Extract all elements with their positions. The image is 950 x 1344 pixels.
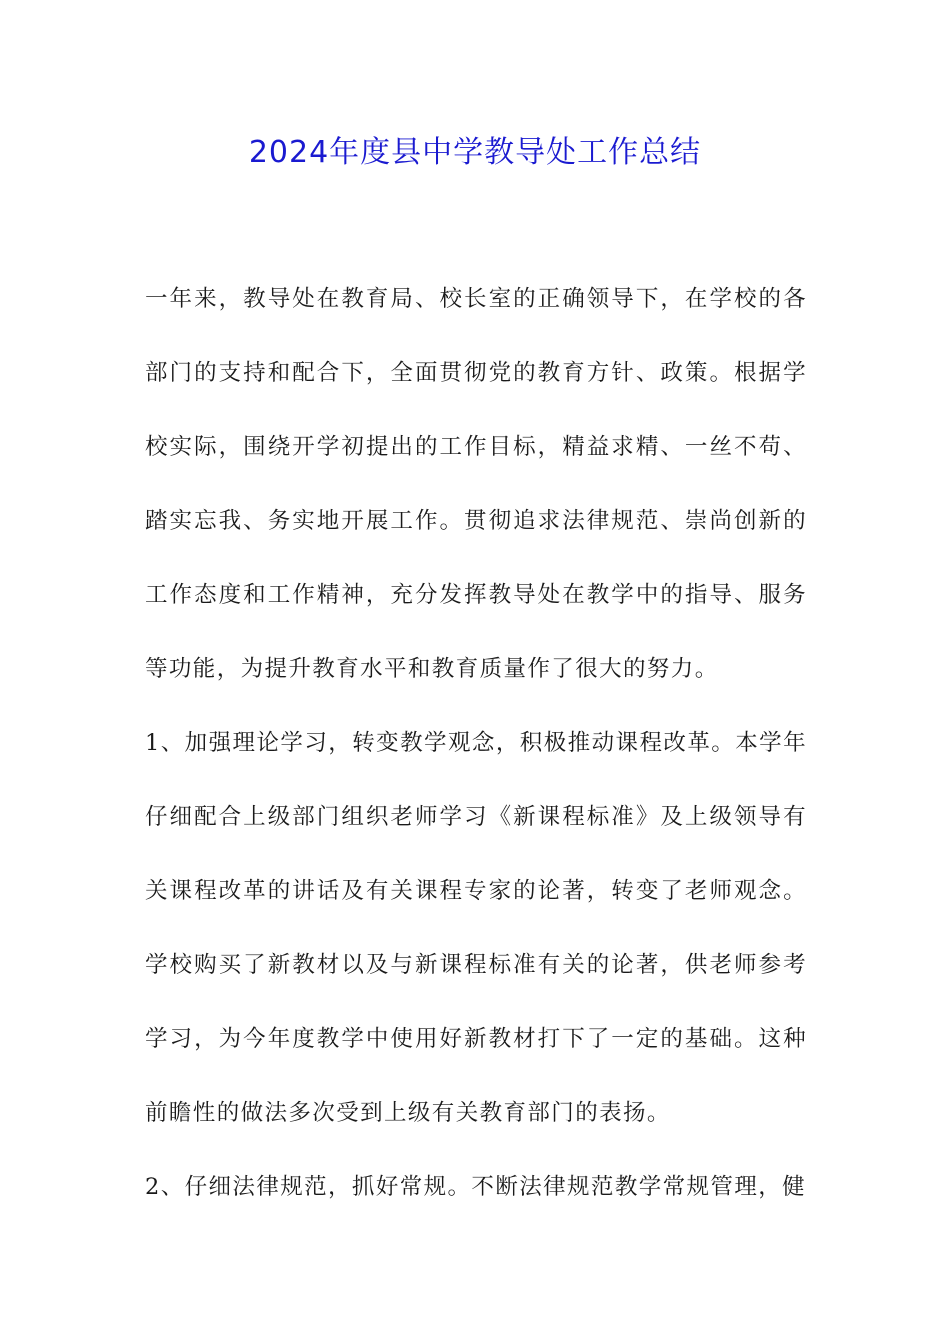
document-body	[145, 262, 807, 1224]
paragraph-item-2: 2、仔细法律规范，抓好常规。不断法律规范教学常规管理，健	[145, 1174, 807, 1200]
paragraph-item-1: 1、加强理论学习，转变教学观念，积极推动课程改革。本学年仔细配合上级部门组织老师学习《新课程标准》及上级领导有关课程改革的讲话及有关课程专家的论著，转变了老师观念。学校购买了新教材以及与新课程标准有关的论著，供老师参考学习，为今年度教学中使用好新教材打下了一定的基础。这种前瞻性的做法多次受到上级有关教育部门的表扬。	[145, 730, 807, 1126]
document-title: 2024年度县中学教导处工作总结	[248, 135, 702, 170]
paragraph-intro: 一年来，教导处在教育局、校长室的正确领导下，在学校的各部门的支持和配合下，全面贯彻党的教育方针、政策。根据学校实际，围绕开学初提出的工作目标，精益求精、一丝不苟、踏实忘我、务实地开展工作。贯彻追求法律规范、崇尚创新的工作态度和工作精神，充分发挥教导处在教学中的指导、服务等功能，为提升教育水平和教育质量作了很大的努力。	[145, 286, 807, 682]
